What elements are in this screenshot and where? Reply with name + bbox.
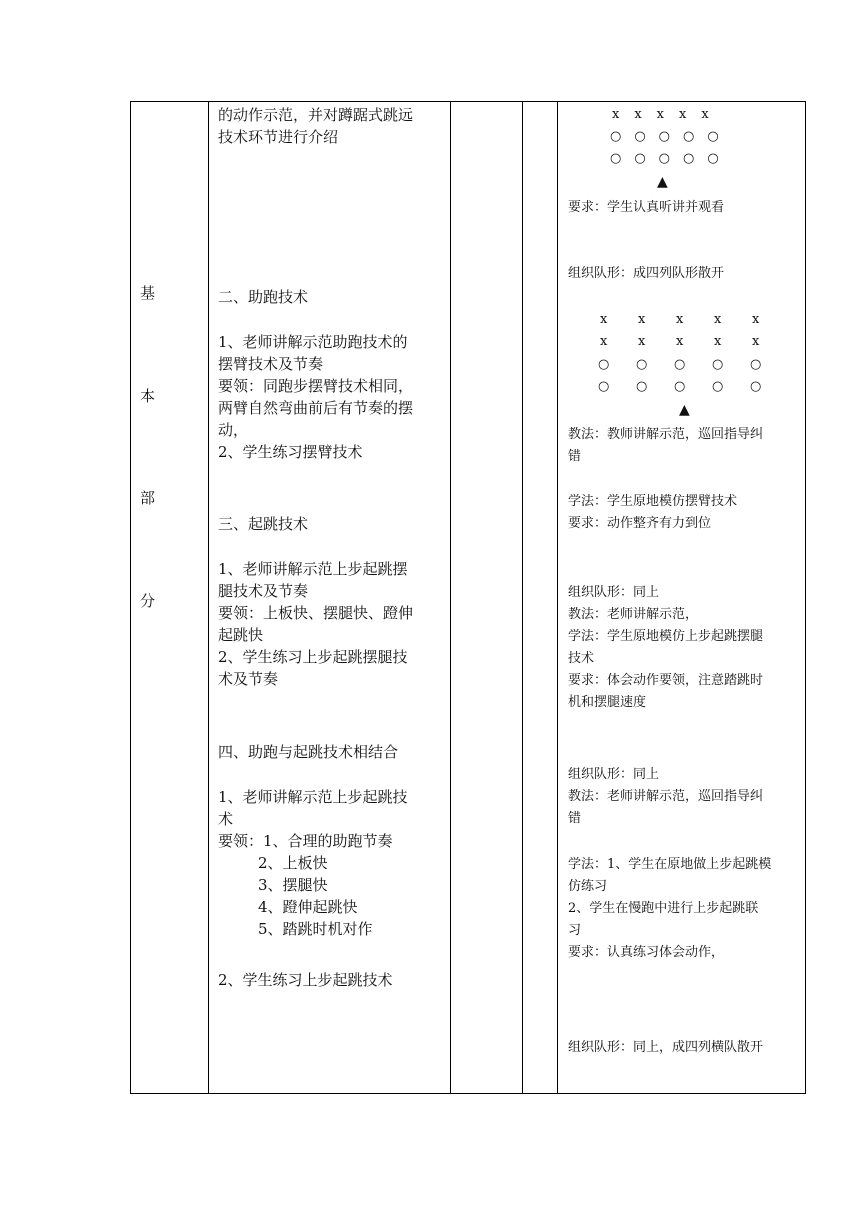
formation-mark: ○ (674, 357, 686, 372)
formation-mark: ○ (712, 379, 724, 394)
org-line: 组织队形：同上，成四列横队散开 (568, 1040, 764, 1055)
org-line: 要求：认真练习体会动作， (568, 945, 725, 960)
section-heading: 四、助跑与起跳技术相结合 (218, 743, 399, 761)
content-line: 动， (218, 421, 249, 439)
teacher-marker: ▲ (679, 402, 690, 418)
org-line: 学法：1、学生在原地做上步起跳模 (568, 857, 772, 872)
org-line: 习 (568, 923, 582, 938)
content-line: 1、老师讲解示范助跑技术的 (218, 333, 408, 351)
formation-mark: ○ (598, 379, 610, 394)
formation-mark: ○ (750, 379, 762, 394)
formation-mark: ○ (636, 379, 648, 394)
formation-mark: x (638, 334, 646, 349)
column-divider (450, 102, 451, 1093)
formation-mark: ○ (712, 357, 724, 372)
content-line: 2、学生练习上步起跳摆腿技 (218, 648, 408, 666)
formation-mark: ○ (750, 357, 762, 372)
content-line: 要领：同跑步摆臂技术相同， (218, 377, 414, 395)
formation-mark: x (714, 312, 722, 327)
formation-mark: ○ (674, 379, 686, 394)
content-line: 2、学生练习上步起跳技术 (218, 971, 393, 989)
content-line: 的动作示范，并对蹲踞式跳远 (218, 106, 414, 124)
formation-mark: x (676, 334, 684, 349)
content-line: 两臂自然弯曲前后有节奏的摆 (218, 399, 414, 417)
org-line: 2、学生在慢跑中进行上步起跳联 (568, 901, 759, 916)
org-line: 学法：学生原地模仿摆臂技术 (568, 494, 738, 509)
org-line: 错 (568, 449, 582, 464)
content-line: 4、蹬伸起跳快 (258, 898, 358, 916)
org-line: 技术 (568, 651, 595, 666)
content-line: 术 (218, 810, 234, 828)
formation-mark: x (714, 334, 722, 349)
formation-mark: ○ (636, 357, 648, 372)
org-line: 要求：学生认真听讲并观看 (568, 200, 725, 215)
section-label-char: 部 (140, 489, 156, 507)
content-line: 5、踏跳时机对作 (258, 920, 373, 938)
formation-row-x: x x x x x (612, 107, 710, 122)
formation-mark: ○ (598, 357, 610, 372)
content-line: 技术环节进行介绍 (218, 128, 339, 146)
formation-row-o: ○ ○ ○ ○ ○ (610, 151, 719, 166)
org-line: 要求：体会动作要领，注意踏跳时 (568, 673, 764, 688)
section-heading: 二、助跑技术 (218, 288, 309, 306)
content-line: 要领：上板快、摆腿快、蹬伸 (218, 604, 414, 622)
section-label-char: 基 (140, 284, 156, 302)
content-line: 3、摆腿快 (258, 876, 328, 894)
org-line: 要求：动作整齐有力到位 (568, 516, 712, 531)
section-heading: 三、起跳技术 (218, 515, 309, 533)
content-line: 术及节奏 (218, 670, 279, 688)
formation-mark: x (752, 334, 760, 349)
content-line: 腿技术及节奏 (218, 582, 309, 600)
org-line: 教法：老师讲解示范， (568, 607, 699, 622)
content-line: 2、上板快 (258, 854, 328, 872)
org-line: 教法：老师讲解示范，巡回指导纠 (568, 789, 764, 804)
column-divider (522, 102, 523, 1093)
content-line: 1、老师讲解示范上步起跳技 (218, 788, 408, 806)
org-line: 教法：教师讲解示范，巡回指导纠 (568, 427, 764, 442)
formation-mark: x (752, 312, 760, 327)
content-line: 1、老师讲解示范上步起跳摆 (218, 560, 408, 578)
column-divider (208, 102, 209, 1093)
formation-row-o: ○ ○ ○ ○ ○ (610, 129, 719, 144)
section-label-char: 分 (140, 592, 156, 610)
org-line: 组织队形：同上 (568, 767, 660, 782)
org-line: 错 (568, 811, 582, 826)
formation-mark: x (638, 312, 646, 327)
org-line: 机和摆腿速度 (568, 695, 647, 710)
org-line: 组织队形：同上 (568, 585, 660, 600)
org-line: 学法：学生原地模仿上步起跳摆腿 (568, 629, 764, 644)
content-line: 摆臂技术及节奏 (218, 355, 324, 373)
content-line: 要领：1、合理的助跑节奏 (218, 832, 393, 850)
org-line: 组织队形：成四列队形散开 (568, 266, 725, 281)
section-label-char: 本 (140, 387, 156, 405)
org-line: 仿练习 (568, 879, 608, 894)
content-line: 2、学生练习摆臂技术 (218, 443, 363, 461)
column-divider (557, 102, 558, 1093)
content-line: 起跳快 (218, 626, 264, 644)
formation-mark: x (600, 334, 608, 349)
formation-mark: x (676, 312, 684, 327)
teacher-marker: ▲ (657, 174, 668, 190)
lesson-plan-table (130, 101, 806, 1094)
formation-mark: x (600, 312, 608, 327)
